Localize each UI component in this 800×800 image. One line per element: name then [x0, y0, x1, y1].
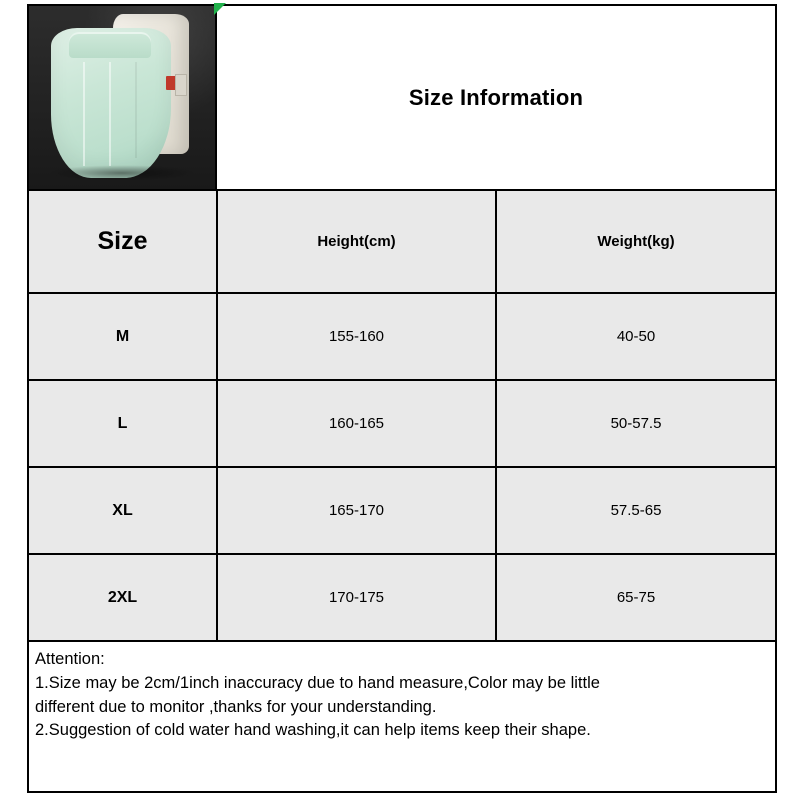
green-arrow-cursor-icon: [213, 2, 227, 16]
pleat-line-1: [83, 62, 85, 166]
cell-size: L: [29, 380, 217, 467]
cell-height: 155-160: [217, 293, 496, 380]
cell-weight: 50-57.5: [496, 380, 775, 467]
cell-weight: 40-50: [496, 293, 775, 380]
pleat-line-2: [109, 62, 111, 166]
pleat-line-3: [135, 62, 137, 158]
attention-heading: Attention:: [35, 650, 105, 668]
cell-height: 170-175: [217, 554, 496, 641]
cell-weight: 57.5-65: [496, 467, 775, 554]
cell-size: M: [29, 293, 217, 380]
waistband-shape: [69, 32, 151, 58]
cell-height: 160-165: [217, 380, 496, 467]
size-table: [29, 191, 775, 642]
table-header-row: [29, 191, 775, 293]
chart-header-row: [29, 6, 775, 191]
attention-line-1: 1.Size may be 2cm/1inch inaccuracy due to hand measure,Color may be little: [35, 674, 600, 693]
cell-size: 2XL: [29, 554, 217, 641]
page-title: Size Information: [408, 84, 584, 110]
product-photo-cell: [29, 6, 217, 189]
column-header-weight: Weight(kg): [496, 191, 775, 293]
product-photo: [29, 6, 215, 189]
title-cell: [217, 6, 775, 189]
attention-line-2: different due to monitor ,thanks for your understanding.: [35, 697, 437, 716]
cell-size: XL: [29, 467, 217, 554]
column-header-height: Height(cm): [217, 191, 496, 293]
cell-height: 165-170: [217, 467, 496, 554]
attention-block: [29, 642, 775, 791]
table-row: [29, 467, 775, 554]
cell-weight: 65-75: [496, 554, 775, 641]
table-row: [29, 293, 775, 380]
hang-tag-shape: [175, 74, 187, 96]
photo-shadow: [47, 165, 197, 181]
attention-line-3: 2.Suggestion of cold water hand washing,it can help items keep their shape.: [35, 721, 591, 740]
table-row: [29, 554, 775, 641]
size-chart-container: [27, 4, 777, 793]
column-header-size: Size: [29, 191, 217, 293]
table-row: [29, 380, 775, 467]
